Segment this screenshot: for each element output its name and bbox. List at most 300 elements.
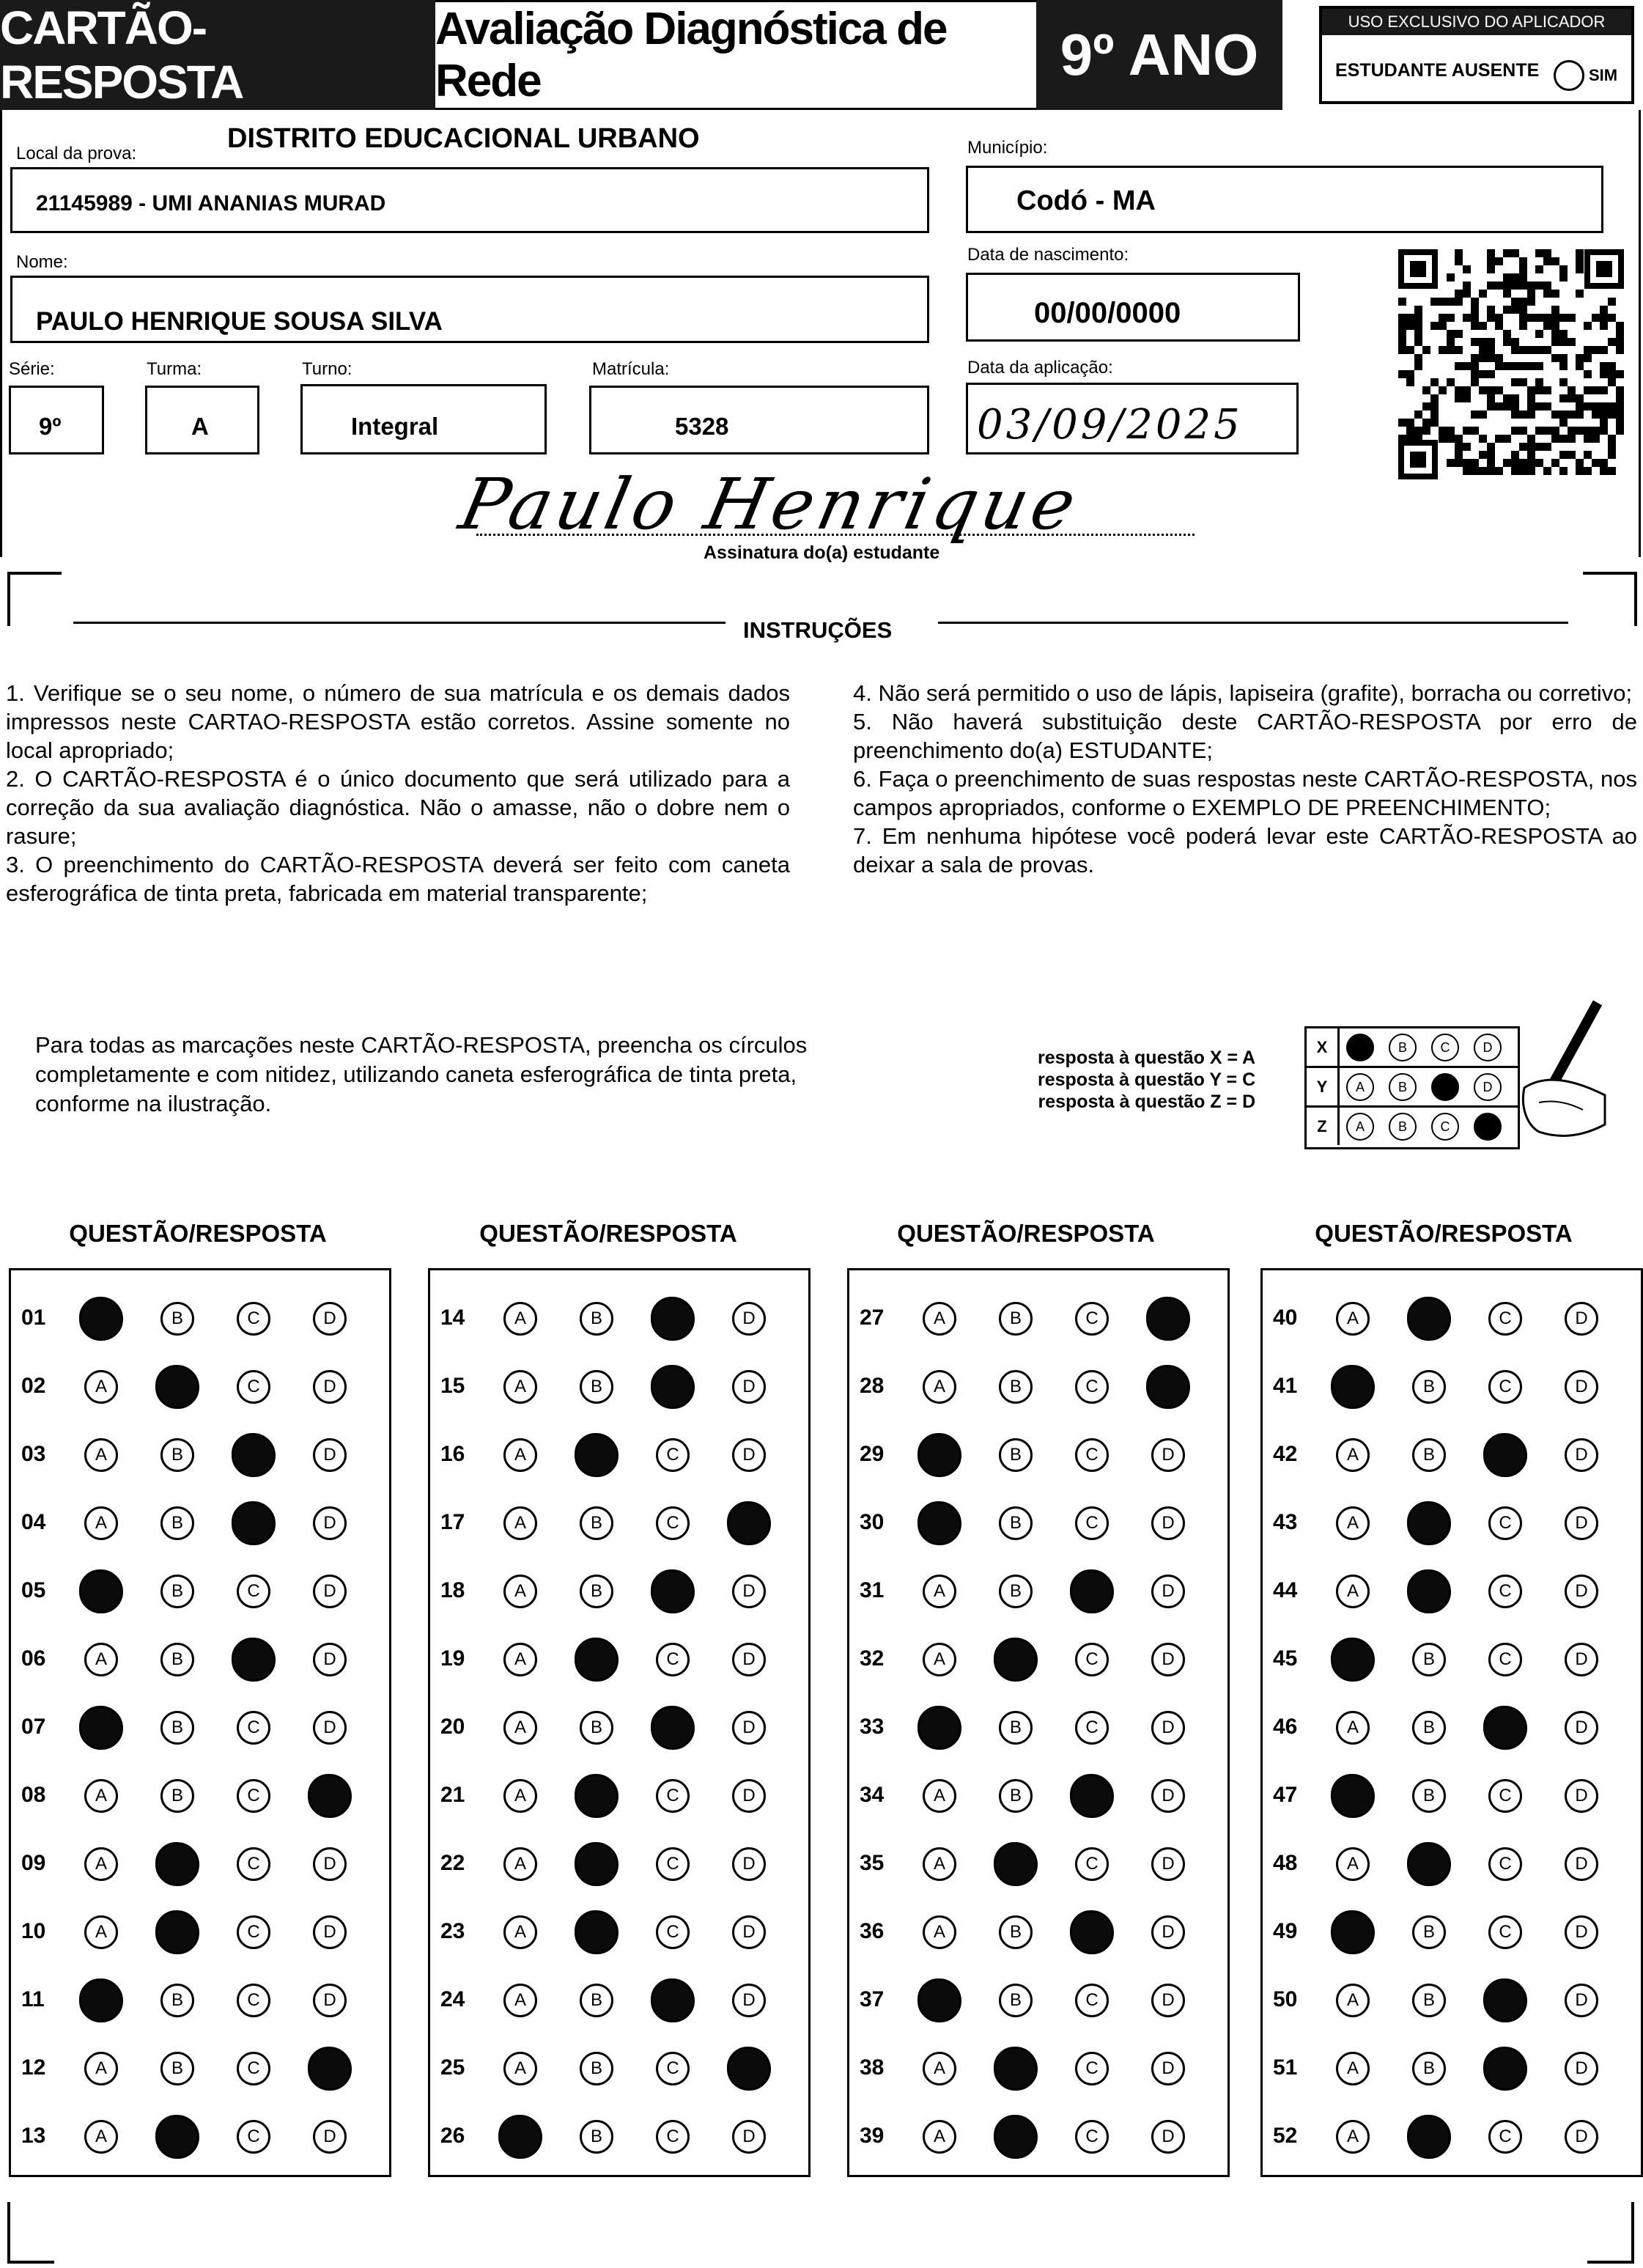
answer-bubble-a[interactable]: A bbox=[84, 1643, 118, 1676]
answer-bubble-b[interactable] bbox=[994, 1638, 1038, 1682]
answer-bubble-a[interactable]: A bbox=[503, 1370, 537, 1404]
answer-bubble-d[interactable] bbox=[727, 1501, 771, 1545]
answer-bubble-c[interactable]: C bbox=[1075, 1711, 1109, 1745]
answer-column bbox=[1260, 1268, 1643, 2177]
answer-bubble-c[interactable] bbox=[651, 1297, 695, 1341]
question-number: 09 bbox=[21, 1851, 46, 1875]
answer-bubble-b[interactable] bbox=[1407, 2115, 1451, 2159]
answer-bubble-b[interactable]: B bbox=[999, 1370, 1033, 1404]
answer-bubble-a[interactable]: A bbox=[503, 1915, 537, 1949]
answer-row bbox=[849, 1365, 1216, 1409]
answer-bubble-c[interactable]: C bbox=[1488, 1643, 1522, 1676]
answer-bubble-c[interactable]: C bbox=[1075, 1984, 1109, 2017]
turma-value: A bbox=[191, 413, 209, 440]
answer-bubble-d[interactable]: D bbox=[1565, 1506, 1598, 1540]
local-value: 21145989 - UMI ANANIAS MURAD bbox=[36, 191, 386, 216]
answer-bubble-b[interactable] bbox=[575, 1433, 619, 1477]
answer-bubble-d[interactable]: D bbox=[1151, 1438, 1185, 1472]
example-row-y bbox=[1307, 1068, 1518, 1108]
answer-bubble-a[interactable]: A bbox=[923, 1575, 956, 1608]
absent-label: ESTUDANTE AUSENTE bbox=[1335, 60, 1540, 81]
answer-row bbox=[430, 1910, 797, 1954]
answer-bubble-c[interactable] bbox=[651, 1365, 695, 1409]
pen-hand-illustration bbox=[1502, 1000, 1612, 1146]
question-number: 10 bbox=[21, 1919, 46, 1943]
answer-row bbox=[849, 1910, 1216, 1954]
answer-bubble-b[interactable]: B bbox=[1412, 1711, 1446, 1745]
answer-row bbox=[1263, 1297, 1629, 1341]
example-bubble-d: D bbox=[1474, 1073, 1502, 1101]
answer-bubble-d[interactable]: D bbox=[1151, 1915, 1185, 1949]
answer-row bbox=[11, 1569, 377, 1613]
answer-row bbox=[11, 1433, 377, 1477]
answer-bubble-b[interactable] bbox=[1407, 1297, 1451, 1341]
answer-bubble-d[interactable]: D bbox=[313, 1984, 347, 2017]
answer-bubble-b[interactable]: B bbox=[160, 1984, 194, 2017]
answer-bubble-b[interactable] bbox=[994, 1842, 1038, 1886]
answer-bubble-b[interactable] bbox=[155, 1365, 199, 1409]
answer-bubble-b[interactable]: B bbox=[999, 1575, 1033, 1608]
answer-bubble-c[interactable]: C bbox=[1075, 1506, 1109, 1540]
answer-bubble-d[interactable]: D bbox=[1151, 1575, 1185, 1608]
answer-bubble-c[interactable]: C bbox=[1075, 1370, 1109, 1404]
answer-bubble-a[interactable]: A bbox=[923, 1643, 956, 1676]
turno-value: Integral bbox=[351, 413, 439, 440]
answer-bubble-c[interactable] bbox=[1483, 1706, 1527, 1750]
answer-bubble-d[interactable]: D bbox=[1565, 1779, 1598, 1813]
question-number: 23 bbox=[440, 1919, 465, 1943]
matricula-label: Matrícula: bbox=[592, 359, 670, 379]
answer-bubble-d[interactable]: D bbox=[1151, 1506, 1185, 1540]
answer-bubble-c[interactable]: C bbox=[237, 1915, 270, 1949]
answer-bubble-d[interactable]: D bbox=[1151, 1643, 1185, 1676]
answer-bubble-c[interactable]: C bbox=[656, 1643, 690, 1676]
answer-bubble-c[interactable] bbox=[232, 1501, 276, 1545]
aplicacao-label: Data da aplicação: bbox=[967, 358, 1113, 378]
answer-bubble-a[interactable] bbox=[79, 1569, 123, 1613]
answer-row bbox=[849, 1842, 1216, 1886]
answer-row bbox=[1263, 1638, 1629, 1682]
answer-bubble-a[interactable]: A bbox=[923, 1779, 956, 1813]
answer-bubble-b[interactable] bbox=[575, 1638, 619, 1682]
answer-bubble-b[interactable] bbox=[575, 1774, 619, 1818]
answer-bubble-a[interactable] bbox=[1331, 1910, 1375, 1954]
answer-bubble-c[interactable] bbox=[651, 1978, 695, 2022]
nascimento-field bbox=[966, 273, 1300, 342]
answer-bubble-d[interactable]: D bbox=[732, 2120, 766, 2154]
answer-bubble-b[interactable]: B bbox=[1412, 1915, 1446, 1949]
answer-bubble-a[interactable] bbox=[498, 2115, 542, 2159]
answer-bubble-d[interactable]: D bbox=[732, 1711, 766, 1745]
answer-bubble-d[interactable] bbox=[1146, 1297, 1190, 1341]
question-number: 02 bbox=[21, 1374, 46, 1398]
answer-bubble-d[interactable]: D bbox=[313, 1438, 347, 1472]
answer-row bbox=[11, 1297, 377, 1341]
answer-row bbox=[1263, 1774, 1629, 1818]
question-number: 44 bbox=[1273, 1578, 1298, 1602]
answer-row bbox=[11, 1910, 377, 1954]
municipio-field bbox=[966, 166, 1603, 233]
answer-bubble-b[interactable]: B bbox=[160, 1302, 194, 1336]
answer-bubble-b[interactable] bbox=[1407, 1569, 1451, 1613]
answer-bubble-a[interactable]: A bbox=[923, 1915, 956, 1949]
answer-row bbox=[430, 1638, 797, 1682]
answer-bubble-a[interactable] bbox=[79, 1706, 123, 1750]
answer-bubble-b[interactable]: B bbox=[1412, 1779, 1446, 1813]
answer-bubble-b[interactable]: B bbox=[580, 1370, 613, 1404]
answer-bubble-c[interactable] bbox=[232, 1638, 276, 1682]
answer-row bbox=[849, 1638, 1216, 1682]
answer-bubble-c[interactable]: C bbox=[1488, 1370, 1522, 1404]
answer-bubble-c[interactable]: C bbox=[656, 2052, 690, 2085]
question-number: 32 bbox=[860, 1646, 885, 1671]
question-number: 47 bbox=[1273, 1783, 1298, 1807]
answer-bubble-a[interactable]: A bbox=[923, 1302, 956, 1336]
answer-bubble-a[interactable] bbox=[79, 1978, 123, 2022]
answer-bubble-c[interactable]: C bbox=[1488, 1506, 1522, 1540]
example-bubble-b: B bbox=[1389, 1034, 1417, 1061]
answer-bubble-d[interactable]: D bbox=[1565, 1847, 1598, 1881]
nome-value: PAULO HENRIQUE SOUSA SILVA bbox=[36, 307, 443, 336]
answer-bubble-d[interactable]: D bbox=[1565, 1984, 1598, 2017]
answer-bubble-c[interactable]: C bbox=[1488, 1915, 1522, 1949]
answer-bubble-d[interactable]: D bbox=[1151, 2052, 1185, 2085]
answer-bubble-b[interactable]: B bbox=[999, 1302, 1033, 1336]
answer-row bbox=[430, 1978, 797, 2022]
answer-bubble-b[interactable]: B bbox=[1412, 2052, 1446, 2085]
answer-bubble-b[interactable] bbox=[1407, 1501, 1451, 1545]
answer-bubble-b[interactable] bbox=[575, 1842, 619, 1886]
answer-bubble-a[interactable]: A bbox=[1336, 1984, 1370, 2017]
question-number: 45 bbox=[1273, 1646, 1298, 1671]
answer-bubble-d[interactable]: D bbox=[313, 2120, 347, 2154]
answer-bubble-c[interactable]: C bbox=[1488, 1779, 1522, 1813]
answer-bubble-d[interactable]: D bbox=[732, 1575, 766, 1608]
answer-bubble-b[interactable]: B bbox=[1412, 1643, 1446, 1676]
question-number: 13 bbox=[21, 2124, 46, 2148]
answer-bubble-a[interactable] bbox=[918, 1706, 961, 1750]
question-number: 40 bbox=[1273, 1306, 1298, 1330]
answer-bubble-b[interactable]: B bbox=[999, 1915, 1033, 1949]
answer-bubble-b[interactable]: B bbox=[580, 2052, 613, 2085]
question-number: 07 bbox=[21, 1715, 46, 1739]
answer-bubble-d[interactable]: D bbox=[732, 1643, 766, 1676]
answer-bubble-c[interactable]: C bbox=[237, 1302, 270, 1336]
answer-bubble-c[interactable]: C bbox=[656, 1506, 690, 1540]
answer-bubble-b[interactable]: B bbox=[580, 1302, 613, 1336]
answer-bubble-d[interactable]: D bbox=[1565, 1915, 1598, 1949]
answer-bubble-a[interactable]: A bbox=[1336, 2052, 1370, 2085]
answer-bubble-c[interactable]: C bbox=[656, 1915, 690, 1949]
answer-bubble-b[interactable]: B bbox=[580, 1711, 613, 1745]
answer-row bbox=[1263, 1910, 1629, 1954]
answer-bubble-c[interactable] bbox=[232, 1433, 276, 1477]
question-number: 52 bbox=[1273, 2124, 1298, 2148]
answer-bubble-b[interactable] bbox=[994, 2047, 1038, 2091]
answer-bubble-a[interactable]: A bbox=[503, 1643, 537, 1676]
answer-bubble-d[interactable] bbox=[308, 2047, 352, 2091]
answer-bubble-a[interactable]: A bbox=[1336, 2120, 1370, 2154]
answer-row bbox=[849, 1978, 1216, 2022]
answer-bubble-c[interactable] bbox=[1070, 1569, 1114, 1613]
question-number: 29 bbox=[860, 1442, 885, 1466]
answer-bubble-d[interactable] bbox=[727, 2047, 771, 2091]
answer-bubble-d[interactable]: D bbox=[1565, 1302, 1598, 1336]
answer-bubble-d[interactable]: D bbox=[1565, 1711, 1598, 1745]
answer-bubble-c[interactable] bbox=[1070, 1910, 1114, 1954]
answer-bubble-c[interactable] bbox=[1483, 1978, 1527, 2022]
evaluation-title: Avaliação Diagnóstica de Rede bbox=[435, 0, 1036, 110]
applicator-box bbox=[1319, 6, 1634, 104]
question-number: 18 bbox=[440, 1578, 465, 1602]
answer-bubble-c[interactable]: C bbox=[1075, 1643, 1109, 1676]
answer-bubble-b[interactable]: B bbox=[580, 1984, 613, 2017]
answer-bubble-d[interactable]: D bbox=[313, 1915, 347, 1949]
answer-bubble-d[interactable]: D bbox=[313, 1711, 347, 1745]
answer-bubble-c[interactable]: C bbox=[237, 1711, 270, 1745]
answer-bubble-b[interactable] bbox=[155, 1910, 199, 1954]
answer-row bbox=[11, 1365, 377, 1409]
answer-bubble-a[interactable] bbox=[918, 1433, 961, 1477]
answer-bubble-b[interactable]: B bbox=[160, 1643, 194, 1676]
turno-field bbox=[300, 384, 547, 454]
answer-bubble-d[interactable] bbox=[308, 1774, 352, 1818]
answer-bubble-a[interactable]: A bbox=[503, 1438, 537, 1472]
answer-bubble-c[interactable]: C bbox=[237, 2120, 270, 2154]
answer-column bbox=[9, 1268, 391, 2177]
answer-bubble-a[interactable]: A bbox=[84, 1506, 118, 1540]
answer-bubble-d[interactable]: D bbox=[1565, 1575, 1598, 1608]
answer-bubble-a[interactable]: A bbox=[503, 2052, 537, 2085]
serie-field bbox=[9, 386, 104, 454]
answer-bubble-a[interactable] bbox=[1331, 1365, 1375, 1409]
question-number: 43 bbox=[1273, 1510, 1298, 1534]
answer-row bbox=[849, 1774, 1216, 1818]
answer-bubble-a[interactable] bbox=[918, 1978, 961, 2022]
answer-bubble-c[interactable] bbox=[1483, 2047, 1527, 2091]
instructions-left: 1. Verifique se o seu nome, o número de sua matrícula e os demais dados impressos neste CARTAO-RESPOSTA estão corretos. Assine somente no local apropriado; 2. O CARTÃO-RESPOSTA é o único documento que será utilizado para a correção da sua avaliação diagnóstica. Não o amasse, não o dobre nem o rasure; 3. O preenchimento do CARTÃO-RESPOSTA deverá ser feito com caneta esferográfica de tinta preta, fabricada em material transparente; bbox=[6, 680, 790, 906]
answer-row bbox=[430, 1433, 797, 1477]
answer-bubble-d[interactable]: D bbox=[1151, 1847, 1185, 1881]
answer-bubble-c[interactable]: C bbox=[656, 2120, 690, 2154]
answer-row bbox=[430, 1501, 797, 1545]
answer-bubble-c[interactable] bbox=[651, 1706, 695, 1750]
answer-bubble-c[interactable]: C bbox=[1075, 1302, 1109, 1336]
district-name: DISTRITO EDUCACIONAL URBANO bbox=[227, 123, 700, 154]
answer-row bbox=[11, 1638, 377, 1682]
answer-bubble-c[interactable]: C bbox=[237, 1575, 270, 1608]
answer-bubble-c[interactable]: C bbox=[1075, 2052, 1109, 2085]
answer-bubble-b[interactable]: B bbox=[999, 1984, 1033, 2017]
answer-bubble-a[interactable]: A bbox=[1336, 1506, 1370, 1540]
answer-bubble-b[interactable]: B bbox=[1412, 1370, 1446, 1404]
answer-row bbox=[1263, 1569, 1629, 1613]
example-bubble-c: C bbox=[1431, 1113, 1459, 1141]
answer-bubble-d[interactable]: D bbox=[732, 1847, 766, 1881]
turma-field bbox=[145, 386, 259, 454]
answer-row bbox=[11, 1706, 377, 1750]
answer-row bbox=[849, 1706, 1216, 1750]
answer-bubble-c[interactable] bbox=[651, 1569, 695, 1613]
answer-bubble-c[interactable]: C bbox=[1075, 1847, 1109, 1881]
answer-bubble-c[interactable]: C bbox=[656, 1438, 690, 1472]
question-number: 49 bbox=[1273, 1919, 1298, 1943]
answer-bubble-a[interactable]: A bbox=[1336, 1847, 1370, 1881]
answer-row bbox=[849, 2115, 1216, 2159]
answer-bubble-c[interactable]: C bbox=[237, 1847, 270, 1881]
answer-bubble-c[interactable]: C bbox=[656, 1779, 690, 1813]
answer-bubble-b[interactable]: B bbox=[580, 1506, 613, 1540]
answer-bubble-d[interactable]: D bbox=[1151, 1779, 1185, 1813]
answer-bubble-a[interactable]: A bbox=[84, 1438, 118, 1472]
answer-bubble-d[interactable]: D bbox=[732, 1302, 766, 1336]
answer-bubble-c[interactable]: C bbox=[1488, 2120, 1522, 2154]
answer-bubble-a[interactable]: A bbox=[503, 1847, 537, 1881]
answer-row bbox=[849, 1433, 1216, 1477]
answer-bubble-b[interactable]: B bbox=[1412, 1438, 1446, 1472]
answer-bubble-a[interactable] bbox=[918, 1501, 961, 1545]
answer-bubble-d[interactable]: D bbox=[1565, 2120, 1598, 2154]
bracket-bottom-right bbox=[1587, 2202, 1634, 2264]
answer-bubble-d[interactable]: D bbox=[313, 1506, 347, 1540]
instructions-rule-right bbox=[938, 622, 1568, 624]
answer-bubble-b[interactable]: B bbox=[999, 1779, 1033, 1813]
answer-bubble-b[interactable] bbox=[155, 2115, 199, 2159]
answer-bubble-c[interactable]: C bbox=[1488, 1302, 1522, 1336]
example-bubble-a: A bbox=[1346, 1113, 1374, 1141]
answer-bubble-a[interactable]: A bbox=[503, 1984, 537, 2017]
answer-row bbox=[430, 2115, 797, 2159]
answer-bubble-b[interactable]: B bbox=[999, 1438, 1033, 1472]
answer-bubble-b[interactable]: B bbox=[1412, 1984, 1446, 2017]
answer-bubble-c[interactable]: C bbox=[1488, 1847, 1522, 1881]
answer-bubble-a[interactable]: A bbox=[503, 1779, 537, 1813]
example-bubble-d bbox=[1474, 1113, 1502, 1141]
answer-bubble-b[interactable] bbox=[575, 1910, 619, 1954]
answer-row bbox=[1263, 2047, 1629, 2091]
answer-bubble-a[interactable]: A bbox=[923, 2120, 956, 2154]
answer-bubble-b[interactable]: B bbox=[160, 1711, 194, 1745]
answer-bubble-d[interactable]: D bbox=[1565, 2052, 1598, 2085]
answer-bubble-d[interactable]: D bbox=[732, 1984, 766, 2017]
answer-bubble-a[interactable]: A bbox=[84, 1370, 118, 1404]
absent-bubble[interactable] bbox=[1554, 60, 1584, 91]
answer-bubble-b[interactable]: B bbox=[160, 1506, 194, 1540]
answer-bubble-d[interactable]: D bbox=[732, 1779, 766, 1813]
answer-bubble-b[interactable]: B bbox=[160, 1438, 194, 1472]
answer-bubble-a[interactable]: A bbox=[923, 2052, 956, 2085]
answer-bubble-c[interactable]: C bbox=[237, 1370, 270, 1404]
answer-bubble-d[interactable]: D bbox=[1565, 1643, 1598, 1676]
answer-bubble-b[interactable]: B bbox=[999, 1711, 1033, 1745]
answer-bubble-b[interactable] bbox=[994, 2115, 1038, 2159]
answer-bubble-a[interactable]: A bbox=[84, 2052, 118, 2085]
answer-bubble-d[interactable]: D bbox=[313, 1302, 347, 1336]
answer-bubble-a[interactable] bbox=[1331, 1638, 1375, 1682]
answer-bubble-c[interactable] bbox=[1483, 1433, 1527, 1477]
signature-label: Assinatura do(a) estudante bbox=[704, 542, 940, 563]
answer-bubble-d[interactable]: D bbox=[1565, 1370, 1598, 1404]
answer-bubble-c[interactable] bbox=[1070, 1774, 1114, 1818]
answer-bubble-a[interactable]: A bbox=[503, 1506, 537, 1540]
answer-bubble-b[interactable] bbox=[1407, 1842, 1451, 1886]
answer-bubble-a[interactable]: A bbox=[1336, 1575, 1370, 1608]
answer-bubble-b[interactable]: B bbox=[580, 1575, 613, 1608]
answer-bubble-a[interactable]: A bbox=[503, 1575, 537, 1608]
answer-bubble-d[interactable]: D bbox=[1151, 1984, 1185, 2017]
question-number: 20 bbox=[440, 1715, 465, 1739]
answer-bubble-d[interactable]: D bbox=[732, 1915, 766, 1949]
answer-row bbox=[1263, 2115, 1629, 2159]
answer-bubble-d[interactable]: D bbox=[1565, 1438, 1598, 1472]
example-legend-z: resposta à questão Z = D bbox=[1038, 1091, 1256, 1112]
answer-bubble-b[interactable]: B bbox=[580, 2120, 613, 2154]
answer-bubble-d[interactable]: D bbox=[313, 1847, 347, 1881]
answer-bubble-c[interactable]: C bbox=[237, 2052, 270, 2085]
answer-bubble-c[interactable]: C bbox=[1488, 1575, 1522, 1608]
example-bubble-d: D bbox=[1474, 1034, 1502, 1061]
question-number: 27 bbox=[860, 1306, 885, 1330]
answer-bubble-c[interactable]: C bbox=[237, 1779, 270, 1813]
bracket-bottom-left bbox=[7, 2202, 54, 2264]
question-number: 33 bbox=[860, 1715, 885, 1739]
answer-bubble-a[interactable]: A bbox=[84, 1915, 118, 1949]
answer-bubble-b[interactable]: B bbox=[160, 1779, 194, 1813]
answer-bubble-d[interactable]: D bbox=[313, 1575, 347, 1608]
answer-bubble-d[interactable]: D bbox=[1151, 1711, 1185, 1745]
answer-row bbox=[430, 1365, 797, 1409]
answer-bubble-a[interactable]: A bbox=[923, 1847, 956, 1881]
answer-bubble-a[interactable]: A bbox=[503, 1711, 537, 1745]
answer-bubble-a[interactable]: A bbox=[1336, 1438, 1370, 1472]
question-number: 46 bbox=[1273, 1715, 1298, 1739]
turno-label: Turno: bbox=[302, 359, 352, 379]
question-number: 35 bbox=[860, 1851, 885, 1875]
question-number: 28 bbox=[860, 1374, 885, 1398]
answer-bubble-d[interactable]: D bbox=[1151, 2120, 1185, 2154]
answer-bubble-a[interactable]: A bbox=[84, 1779, 118, 1813]
example-row-label: Y bbox=[1307, 1068, 1340, 1105]
answer-bubble-d[interactable]: D bbox=[732, 1370, 766, 1404]
answer-bubble-a[interactable]: A bbox=[503, 1302, 537, 1336]
question-number: 48 bbox=[1273, 1851, 1298, 1875]
answer-bubble-b[interactable] bbox=[155, 1842, 199, 1886]
answer-bubble-d[interactable] bbox=[1146, 1365, 1190, 1409]
answer-bubble-c[interactable]: C bbox=[656, 1847, 690, 1881]
answer-bubble-c[interactable]: C bbox=[1075, 1438, 1109, 1472]
answer-bubble-a[interactable] bbox=[79, 1297, 123, 1341]
local-label: Local da prova: bbox=[16, 144, 137, 163]
answer-bubble-c[interactable]: C bbox=[1075, 2120, 1109, 2154]
answer-bubble-a[interactable]: A bbox=[84, 1847, 118, 1881]
answer-bubble-d[interactable]: D bbox=[732, 1438, 766, 1472]
answer-bubble-b[interactable]: B bbox=[160, 1575, 194, 1608]
answer-bubble-a[interactable]: A bbox=[923, 1370, 956, 1404]
answer-bubble-a[interactable]: A bbox=[1336, 1711, 1370, 1745]
answer-bubble-a[interactable]: A bbox=[84, 2120, 118, 2154]
answer-bubble-b[interactable]: B bbox=[160, 2052, 194, 2085]
answer-bubble-c[interactable]: C bbox=[237, 1984, 270, 2017]
aplicacao-field bbox=[966, 383, 1299, 454]
answer-bubble-a[interactable]: A bbox=[1336, 1302, 1370, 1336]
answer-bubble-b[interactable]: B bbox=[999, 1506, 1033, 1540]
answer-bubble-a[interactable] bbox=[1331, 1774, 1375, 1818]
question-number: 31 bbox=[860, 1578, 885, 1602]
answer-bubble-d[interactable]: D bbox=[313, 1643, 347, 1676]
question-number: 38 bbox=[860, 2055, 885, 2080]
example-row-label: X bbox=[1307, 1028, 1340, 1066]
answer-bubble-d[interactable]: D bbox=[313, 1370, 347, 1404]
